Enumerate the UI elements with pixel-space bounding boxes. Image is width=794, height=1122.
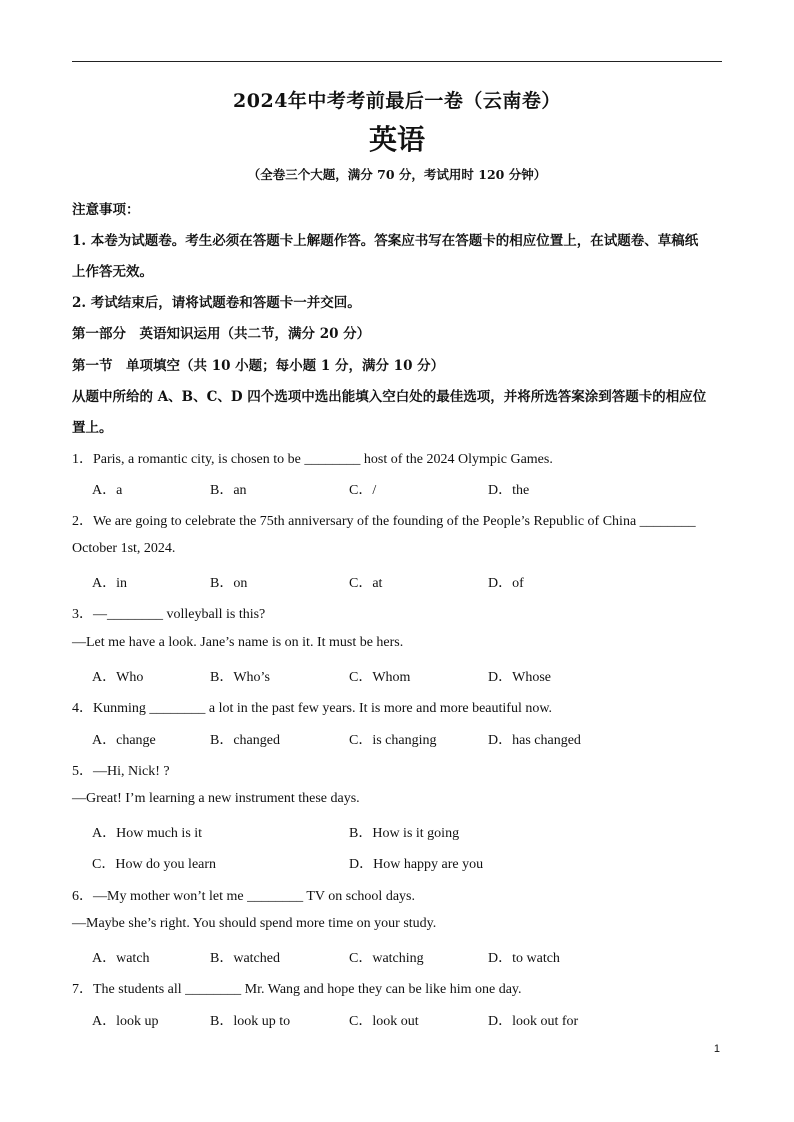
question-7-option-b: B．look up to <box>210 1014 291 1029</box>
instruction-1-line-2: 上作答无效。 <box>72 264 153 280</box>
section-heading: 第一节 单项填空（共 10 小题；每小题 1 分，满分 10 分） <box>72 358 445 374</box>
question-5-option-d: D．How happy are you <box>349 857 484 872</box>
question-7-option-a: A．look up <box>92 1014 159 1029</box>
question-5-option-b: B．How is it going <box>349 826 460 841</box>
part-heading: 第一部分 英语知识运用（共二节，满分 20 分） <box>72 326 371 342</box>
instruction-1-line-1: 1. 本卷为试题卷。考生必须在答题卡上解题作答。答案应书写在答题卡的相应位置上，在试题卷、草稿纸 <box>72 233 699 249</box>
question-2-option-a: A．in <box>92 576 127 591</box>
question-4-option-c: C．is changing <box>349 733 437 748</box>
question-1-option-a: A．a <box>92 483 123 498</box>
question-1-option-b: B．an <box>210 483 247 498</box>
question-5-option-a: A．How much is it <box>92 826 203 841</box>
question-1-option-c: C．/ <box>349 483 377 498</box>
question-3-option-b: B．Who’s <box>210 670 270 685</box>
question-4-option-b: B．changed <box>210 733 280 748</box>
question-2-option-d: D．of <box>488 576 524 591</box>
question-3-option-d: D．Whose <box>488 670 551 685</box>
question-6-stem-line-1: 6．—My mother won’t let me ________ TV on school days. <box>72 889 415 904</box>
question-2-option-b: B．on <box>210 576 248 591</box>
direction-line-2: 置上。 <box>72 420 113 436</box>
direction-line-1: 从题中所给的 A、B、C、D 四个选项中选出能填入空白处的最佳选项，并将所选答案涂到答题卡的相应位 <box>72 389 707 405</box>
header-rule <box>72 61 722 62</box>
exam-title: 2024年中考考前最后一卷（云南卷） <box>233 90 561 112</box>
question-3-option-c: C．Whom <box>349 670 411 685</box>
question-2-option-c: C．at <box>349 576 383 591</box>
question-6-option-a: A．watch <box>92 951 150 966</box>
question-5-stem-line-1: 5．—Hi, Nick! ? <box>72 764 170 779</box>
question-7-option-d: D．look out for <box>488 1014 579 1029</box>
page-number: 1 <box>713 1043 720 1055</box>
question-5-stem-line-2: —Great! I’m learning a new instrument these days. <box>72 791 360 806</box>
question-6-stem-line-2: —Maybe she’s right. You should spend more time on your study. <box>72 916 437 931</box>
question-1-stem: 1．Paris, a romantic city, is chosen to be ________ host of the 2024 Olympic Games. <box>72 452 553 467</box>
subject-title: 英语 <box>368 123 425 156</box>
question-7-option-c: C．look out <box>349 1014 419 1029</box>
question-1-option-d: D．the <box>488 483 530 498</box>
question-2-stem-line-1: 2．We are going to celebrate the 75th anniversary of the founding of the People’s Republic of China ________ <box>72 514 696 529</box>
question-5-option-c: C．How do you learn <box>92 857 217 872</box>
question-3-option-a: A．Who <box>92 670 144 685</box>
instruction-2: 2. 考试结束后，请将试题卷和答题卡一并交回。 <box>72 295 361 311</box>
question-4-stem: 4．Kunming ________ a lot in the past few years. It is more and more beautiful now. <box>72 701 553 716</box>
instructions-heading: 注意事项： <box>72 202 140 218</box>
question-2-stem-line-2: October 1st, 2024. <box>72 541 176 556</box>
question-7-stem: 7．The students all ________ Mr. Wang and hope they can be like him one day. <box>72 982 522 997</box>
question-4-option-a: A．change <box>92 733 156 748</box>
exam-note: （全卷三个大题，满分 70 分，考试用时 120 分钟） <box>247 167 547 182</box>
question-4-option-d: D．has changed <box>488 733 581 748</box>
question-6-option-d: D．to watch <box>488 951 560 966</box>
question-6-option-c: C．watching <box>349 951 424 966</box>
question-6-option-b: B．watched <box>210 951 280 966</box>
question-3-stem-line-2: —Let me have a look. Jane’s name is on it. It must be hers. <box>72 635 404 650</box>
question-3-stem-line-1: 3．—________ volleyball is this? <box>72 607 266 622</box>
